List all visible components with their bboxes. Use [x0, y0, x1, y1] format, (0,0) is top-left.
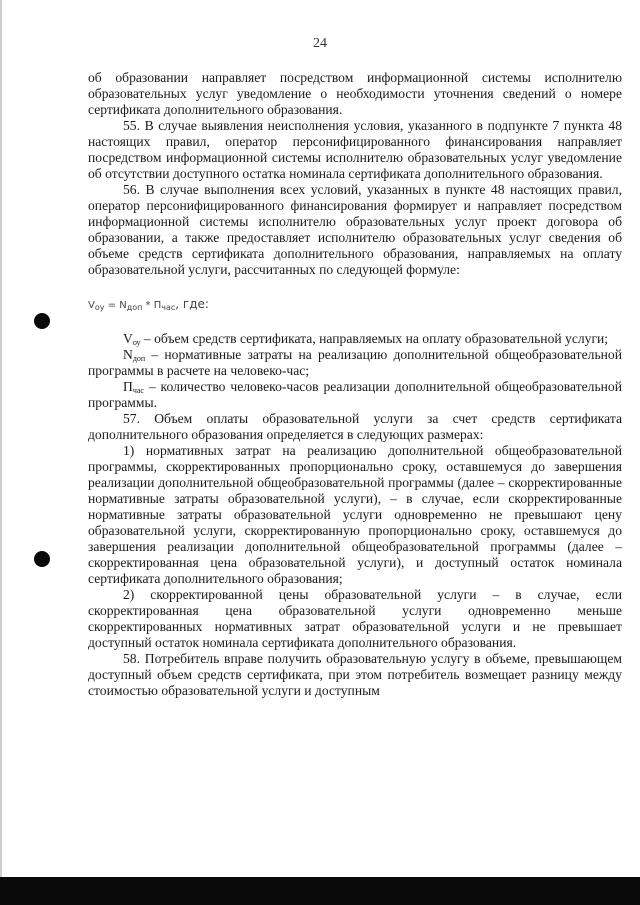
- formula-eq: =: [104, 300, 120, 311]
- formula-p: П: [153, 300, 162, 311]
- scan-bottom-edge: [0, 877, 640, 905]
- punch-hole-top: [34, 313, 50, 329]
- definition-v-sub: оу: [132, 338, 141, 347]
- formula-v: V: [88, 300, 95, 311]
- definition-n-symbol: N: [123, 347, 133, 362]
- definition-v: [88, 331, 622, 347]
- paragraph-57-item-1: 1) нормативных затрат на реализацию дополнительной общеобразовательной программы, скорректированных пропорционально сроку, оставшемуся до завершения реализации дополнительной общеобразовательной программы (далее – скорректированные нормативные затраты образовательной услуги), – в случае, если скорректированные нормативные затраты образовательной услуги одновременно не превышают цену образовательной услуги, скорректированную пропорционально сроку, оставшемуся до завершения реализации дополнительной общеобразовательной программы (далее – скорректированная цена образовательной услуги), и доступный остаток номинала сертификата дополнительного образования;: [88, 443, 622, 586]
- paragraph-57-item-2: 2) скорректированной цены образовательной услуги – в случае, если скорректированная цена образовательной услуги одновременно меньше скорректированных нормативных затрат образовательной услуги и не превышает доступный остаток номинала сертификата дополнительного образования.: [88, 587, 622, 650]
- definition-v-text: – объем средств сертификата, направляемых на оплату образовательной услуги;: [140, 331, 609, 346]
- definition-p-symbol: П: [123, 379, 133, 394]
- formula: [88, 296, 622, 314]
- formula-n: N: [119, 300, 127, 311]
- formula-mul: *: [142, 300, 154, 311]
- definition-v-symbol: V: [123, 331, 133, 346]
- definition-n: [88, 347, 622, 379]
- paragraph-55: 55. В случае выявления неисполнения условия, указанного в подпункте 7 пункта 48 настоящих правил, оператор персонифицированного финансирования направляет посредством информационной системы исполнителю образовательных услуг уведомление об отсутствии доступного остатка номинала сертификата дополнительного образования.: [88, 118, 622, 181]
- definition-n-sub: доп: [132, 354, 146, 363]
- paragraph-56: 56. В случае выполнения всех условий, указанных в пункте 48 настоящих правил, оператор персонифицированного финансирования формирует и направляет посредством информационной системы исполнителю образовательных услуг проект договора об образовании, а также предоставляет исполнителю образовательных услуг сведения об объеме средств сертификата дополнительного образования, направляемых на оплату образовательной услуги, рассчитанных по следующей формуле:: [88, 182, 622, 277]
- paragraph-continuation: об образовании направляет посредством информационной системы исполнителю образовательных услуг уведомление о необходимости уточнения сведений о номере сертификата дополнительного образования.: [88, 70, 622, 117]
- page-number: 24: [313, 36, 327, 51]
- paragraph-57: 57. Объем оплаты образовательной услуги за счет средств сертификата дополнительного образования определяется в следующих размерах:: [88, 411, 622, 442]
- formula-n-sub: доп: [126, 303, 143, 312]
- formula-p-sub: час: [161, 303, 176, 312]
- definition-n-text: – нормативные затраты на реализацию дополнительной общеобразовательной программы в расчете на человеко-час;: [88, 347, 622, 378]
- formula-v-sub: оу: [94, 303, 105, 312]
- definition-p: [88, 379, 622, 411]
- definition-p-sub: час: [132, 386, 144, 395]
- definition-p-text: – количество человеко-часов реализации дополнительной общеобразовательной программы.: [88, 379, 622, 410]
- punch-hole-bottom: [34, 551, 50, 567]
- paragraph-58: 58. Потребитель вправе получить образовательную услугу в объеме, превышающем доступный объем средств сертификата, при этом потребитель возмещает разницу между стоимостью образовательной услуги и доступным: [88, 651, 622, 698]
- scan-edge: [0, 0, 2, 905]
- formula-where: , где:: [175, 297, 209, 311]
- document-body: [88, 70, 622, 699]
